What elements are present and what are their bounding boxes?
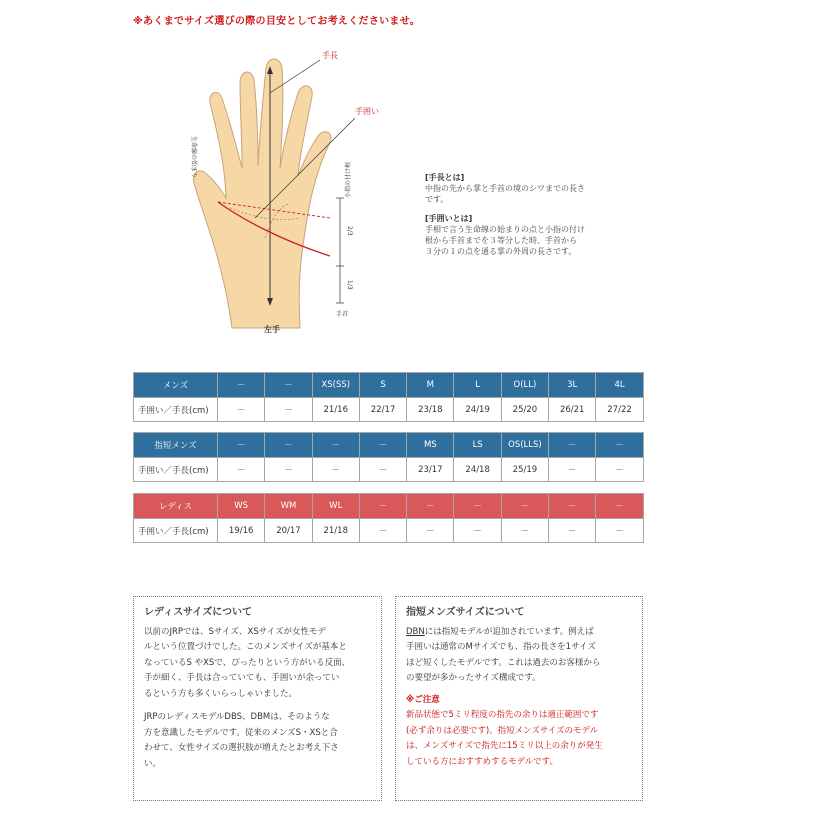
label-hand-length: 手長	[322, 51, 338, 60]
mens-size-table	[133, 372, 644, 422]
table-cell: －	[265, 433, 312, 458]
table-cell: 26/21	[549, 398, 596, 422]
table-cell: メンズ	[134, 373, 218, 398]
table-row	[134, 458, 644, 482]
table-header-row	[134, 373, 644, 398]
table-cell: －	[407, 519, 454, 543]
table-cell: －	[596, 519, 643, 543]
table-cell: 4L	[596, 373, 643, 398]
table-cell: －	[218, 458, 265, 482]
table-cell: 指短メンズ	[134, 433, 218, 458]
length-desc-line: 中指の先から掌と手首の境のシワまでの長さ	[425, 184, 585, 193]
table-cell: 21/16	[312, 398, 359, 422]
label-wrist: 手首	[336, 311, 349, 318]
table-cell: 手囲い／手長(cm)	[134, 519, 218, 543]
table-cell: M	[407, 373, 454, 398]
table-cell: －	[549, 458, 596, 482]
table-cell: 27/22	[596, 398, 643, 422]
table-cell: S	[359, 373, 406, 398]
table-cell: －	[359, 519, 406, 543]
table-cell: 24/18	[454, 458, 501, 482]
label-two-thirds: 2/3	[346, 226, 353, 236]
table-cell: －	[218, 398, 265, 422]
table-cell: －	[359, 458, 406, 482]
table-cell: －	[265, 373, 312, 398]
ladies-box-paragraph: JRPのレディスモデルDBS、DBMは、そのような 方を意識したモデルです。従来のメンズS・XSと合 わせて、女性サイズの選択肢が増えたとお考え下さ い。	[144, 712, 339, 769]
table-cell: －	[454, 494, 501, 519]
table-cell: LS	[454, 433, 501, 458]
table-cell: －	[501, 494, 548, 519]
short-finger-mens-size-table	[133, 432, 644, 482]
label-hand-girth: 手囲い	[355, 107, 379, 116]
table-cell: レディス	[134, 494, 218, 519]
girth-desc-line: 根から手首までを３等分した時、手首から	[425, 236, 577, 245]
ladies-box-paragraph: 以前のJRPでは、Sサイズ、XSサイズが女性モデ ルという位置づけでした。このメンズサイズが基本と なっているS やXSで、ぴったりという方がいる反面、 手が細く、手長は合っていても、手囲いが余ってい るという方も多くいらっしゃいました。	[144, 626, 351, 699]
table-cell: －	[454, 519, 501, 543]
table-cell: 3L	[549, 373, 596, 398]
table-cell: MS	[407, 433, 454, 458]
table-cell: WM	[265, 494, 312, 519]
table-cell: －	[549, 519, 596, 543]
label-one-third: 1/3	[346, 280, 353, 290]
table-cell: OS(LLS)	[501, 433, 548, 458]
table-cell: －	[359, 494, 406, 519]
table-cell: L	[454, 373, 501, 398]
length-desc-line: です。	[425, 195, 449, 204]
hand-diagram	[180, 48, 420, 338]
table-cell: 20/17	[265, 519, 312, 543]
table-cell: 手囲い／手長(cm)	[134, 398, 218, 422]
ladies-size-info-box	[133, 596, 382, 801]
table-row	[134, 519, 644, 543]
short-box-paragraph: DBNには指短モデルが追加されています。例えば 手囲いは通常のMサイズでも、指の長さを1サイズ ほど短くしたモデルです。これは過去のお客様から の要望が多かったサイズ構成です。	[406, 626, 601, 683]
table-row	[134, 398, 644, 422]
girth-desc-title: [手囲いとは]	[425, 214, 473, 223]
girth-desc-line: 手相で言う生命線の始まりの点と小指の付け	[425, 225, 585, 234]
table-cell: 手囲い／手長(cm)	[134, 458, 218, 482]
table-cell: －	[549, 494, 596, 519]
table-cell: O(LL)	[501, 373, 548, 398]
notice-text: ※あくまでサイズ選びの際の目安としてお考えくださいませ。	[133, 16, 421, 27]
table-cell: 19/16	[218, 519, 265, 543]
table-cell: －	[501, 519, 548, 543]
label-left-hand: 左手	[264, 325, 280, 334]
table-cell: 21/18	[312, 519, 359, 543]
table-cell: －	[312, 433, 359, 458]
label-pinky-base: 小指の付け根	[345, 161, 352, 198]
table-cell: －	[265, 458, 312, 482]
table-cell: －	[596, 433, 643, 458]
warning-text: 新品状態で5ミリ程度の指先の余りは適正範囲です (必ず余りは必要です)。指短メンズサイズのモデル は、メンズサイズで指先に15ミリ以上の余りが発生 している方におすすめするモデルです。	[406, 710, 603, 767]
table-cell: －	[549, 433, 596, 458]
table-cell: －	[312, 458, 359, 482]
table-cell: WL	[312, 494, 359, 519]
table-cell: －	[407, 494, 454, 519]
table-cell: XS(SS)	[312, 373, 359, 398]
ladies-size-table	[133, 493, 644, 543]
short-box-title: 指短メンズサイズについて	[406, 607, 525, 618]
label-lifeline: 生命線の始まり	[190, 136, 197, 179]
brand-link[interactable]: DBN	[406, 626, 425, 637]
left-hand-illustration	[193, 59, 330, 328]
table-cell: －	[218, 433, 265, 458]
table-cell: －	[596, 458, 643, 482]
table-cell: 24/19	[454, 398, 501, 422]
table-cell: －	[596, 494, 643, 519]
girth-desc-line: ３分の１の点を通る掌の外周の長さです。	[425, 247, 577, 256]
table-cell: 25/20	[501, 398, 548, 422]
ladies-box-title: レディスサイズについて	[144, 607, 252, 618]
table-cell: －	[218, 373, 265, 398]
table-cell: 23/17	[407, 458, 454, 482]
table-cell: －	[265, 398, 312, 422]
length-desc-title: [手長とは]	[425, 173, 465, 182]
table-header-row	[134, 433, 644, 458]
table-cell: 22/17	[359, 398, 406, 422]
table-cell: －	[359, 433, 406, 458]
warning-title: ※ご注意	[406, 694, 440, 705]
table-header-row	[134, 494, 644, 519]
short-finger-size-info-box	[395, 596, 643, 801]
table-cell: 23/18	[407, 398, 454, 422]
measurement-description	[425, 172, 585, 265]
table-cell: 25/19	[501, 458, 548, 482]
table-cell: WS	[218, 494, 265, 519]
